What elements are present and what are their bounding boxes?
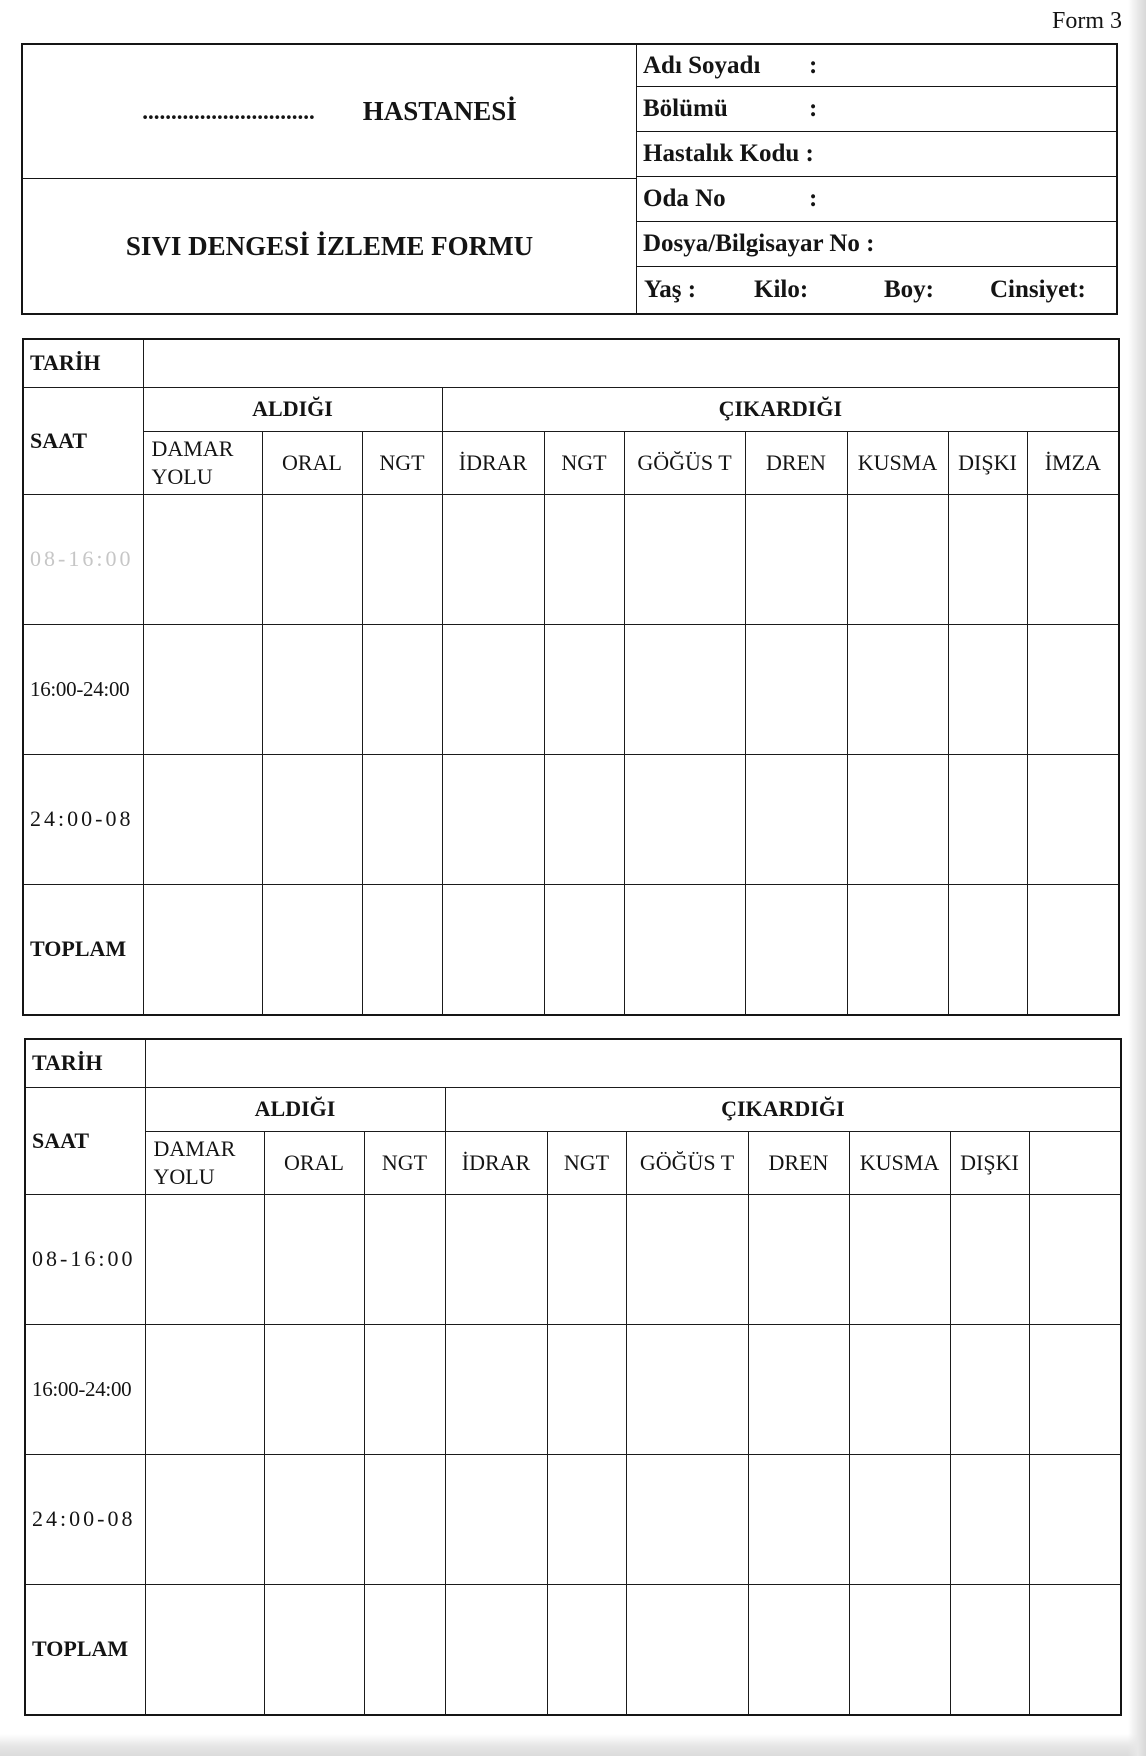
total-cell: [547, 1584, 626, 1715]
entry-cell: [362, 624, 442, 754]
intake-group-header: ALDIĞI: [143, 387, 442, 431]
department-label: Bölümü: [643, 95, 728, 122]
entry-cell: [264, 1324, 364, 1454]
entry-cell: [544, 494, 624, 624]
date-label: TARİH: [25, 1039, 145, 1087]
total-cell: [745, 884, 847, 1015]
total-cell: [264, 1584, 364, 1715]
total-cell: [948, 884, 1027, 1015]
total-cell: [262, 884, 362, 1015]
entry-cell: [1027, 624, 1119, 754]
weight-label: Kilo:: [754, 276, 809, 303]
entry-cell: [547, 1324, 626, 1454]
room-number-row: [637, 177, 1116, 222]
height-label: Boy:: [884, 276, 934, 303]
form-header: [21, 43, 1118, 315]
column-header-stool: DIŞKI: [950, 1131, 1029, 1194]
disease-code-label: Hastalık Kodu :: [643, 140, 814, 167]
total-cell: [145, 1584, 264, 1715]
entry-cell: [264, 1454, 364, 1584]
form-title: SIVI DENGESİ İZLEME FORMU: [125, 230, 534, 261]
column-header-signature: İMZA: [1027, 431, 1119, 494]
column-header-iv-line: DAMAR YOLU: [145, 1131, 264, 1194]
intake-group-header: ALDIĞI: [145, 1087, 445, 1131]
file-number-label: Dosya/Bilgisayar No :: [643, 230, 875, 257]
entry-cell: [948, 624, 1027, 754]
hospital-name-blank: ..............................: [142, 98, 315, 124]
total-cell: [364, 1584, 445, 1715]
entry-cell: [143, 624, 262, 754]
entry-cell: [745, 624, 847, 754]
entry-cell: [362, 754, 442, 884]
column-header-chest-tube: GÖĞÜS T: [624, 431, 745, 494]
entry-cell: [948, 754, 1027, 884]
output-group-header: ÇIKARDIĞI: [442, 387, 1119, 431]
column-header-drain: DREN: [745, 431, 847, 494]
entry-cell: [847, 624, 948, 754]
column-header-urine: İDRAR: [442, 431, 544, 494]
date-label: TARİH: [23, 339, 143, 387]
time-label: SAAT: [25, 1087, 145, 1194]
column-header-oral: ORAL: [264, 1131, 364, 1194]
entry-cell: [145, 1194, 264, 1324]
shift-label: 08-16:00: [25, 1194, 145, 1324]
entry-cell: [262, 624, 362, 754]
column-header-blank: [1029, 1131, 1121, 1194]
total-cell: [143, 884, 262, 1015]
total-cell: [1027, 884, 1119, 1015]
entry-cell: [950, 1324, 1029, 1454]
total-cell: [362, 884, 442, 1015]
column-header-iv-line: DAMAR YOLU: [143, 431, 262, 494]
total-label: TOPLAM: [25, 1584, 145, 1715]
shift-label: 16:00-24:00: [23, 624, 143, 754]
entry-cell: [748, 1194, 849, 1324]
output-group-header: ÇIKARDIĞI: [445, 1087, 1121, 1131]
total-cell: [1029, 1584, 1121, 1715]
total-cell: [445, 1584, 547, 1715]
column-header-ngt-output: NGT: [544, 431, 624, 494]
entry-cell: [143, 494, 262, 624]
patient-name-label: Adı Soyadı: [643, 51, 761, 79]
entry-cell: [849, 1324, 950, 1454]
disease-code-row: [637, 132, 1116, 177]
entry-cell: [626, 1194, 748, 1324]
entry-cell: [364, 1324, 445, 1454]
entry-cell: [262, 494, 362, 624]
room-number-colon: :: [809, 185, 818, 212]
entry-cell: [1029, 1324, 1121, 1454]
shift-label: 08-16:00: [23, 494, 143, 624]
total-cell: [544, 884, 624, 1015]
column-header-stool: DIŞKI: [948, 431, 1027, 494]
hospital-label: HASTANESİ: [362, 96, 517, 126]
total-cell: [626, 1584, 748, 1715]
hospital-name-cell: [23, 45, 637, 179]
entry-cell: [362, 494, 442, 624]
entry-cell: [745, 494, 847, 624]
entry-cell: [847, 754, 948, 884]
entry-cell: [1029, 1194, 1121, 1324]
department-row: [637, 87, 1116, 132]
entry-cell: [145, 1454, 264, 1584]
entry-cell: [948, 494, 1027, 624]
column-header-vomit: KUSMA: [847, 431, 948, 494]
total-cell: [950, 1584, 1029, 1715]
patient-measurements-row: [637, 267, 1116, 313]
entry-cell: [624, 494, 745, 624]
entry-cell: [745, 754, 847, 884]
patient-name-colon: :: [809, 51, 818, 79]
date-entry-cell: [145, 1039, 1121, 1087]
column-header-drain: DREN: [748, 1131, 849, 1194]
entry-cell: [624, 624, 745, 754]
time-label: SAAT: [23, 387, 143, 494]
column-header-ngt-intake: NGT: [362, 431, 442, 494]
total-cell: [748, 1584, 849, 1715]
total-cell: [847, 884, 948, 1015]
entry-cell: [950, 1454, 1029, 1584]
entry-cell: [262, 754, 362, 884]
file-number-row: [637, 222, 1116, 267]
entry-cell: [849, 1194, 950, 1324]
room-number-label: Oda No: [643, 185, 726, 212]
entry-cell: [364, 1454, 445, 1584]
fluid-balance-table-2: [24, 1038, 1122, 1716]
entry-cell: [544, 754, 624, 884]
entry-cell: [445, 1324, 547, 1454]
total-cell: [442, 884, 544, 1015]
department-colon: :: [809, 95, 818, 122]
entry-cell: [264, 1194, 364, 1324]
total-cell: [624, 884, 745, 1015]
form-number: Form 3: [1052, 8, 1123, 34]
column-header-ngt-output: NGT: [547, 1131, 626, 1194]
form-title-cell: [23, 179, 637, 313]
total-cell: [849, 1584, 950, 1715]
entry-cell: [626, 1454, 748, 1584]
patient-name-row: [637, 45, 1116, 87]
entry-cell: [442, 494, 544, 624]
entry-cell: [364, 1194, 445, 1324]
total-label: TOPLAM: [23, 884, 143, 1015]
entry-cell: [847, 494, 948, 624]
entry-cell: [445, 1194, 547, 1324]
patient-info-panel: [637, 45, 1116, 313]
date-entry-cell: [143, 339, 1119, 387]
column-header-oral: ORAL: [262, 431, 362, 494]
entry-cell: [1027, 494, 1119, 624]
entry-cell: [544, 624, 624, 754]
entry-cell: [1027, 754, 1119, 884]
entry-cell: [145, 1324, 264, 1454]
entry-cell: [748, 1324, 849, 1454]
column-header-chest-tube: GÖĞÜS T: [626, 1131, 748, 1194]
column-header-ngt-intake: NGT: [364, 1131, 445, 1194]
entry-cell: [624, 754, 745, 884]
entry-cell: [547, 1454, 626, 1584]
fluid-balance-table-1: [22, 338, 1120, 1016]
shift-label: 24:00-08: [25, 1454, 145, 1584]
shift-label: 24:00-08: [23, 754, 143, 884]
shift-label: 16:00-24:00: [25, 1324, 145, 1454]
entry-cell: [849, 1454, 950, 1584]
gender-label: Cinsiyet:: [990, 276, 1086, 303]
entry-cell: [950, 1194, 1029, 1324]
entry-cell: [445, 1454, 547, 1584]
entry-cell: [442, 624, 544, 754]
column-header-vomit: KUSMA: [849, 1131, 950, 1194]
entry-cell: [1029, 1454, 1121, 1584]
entry-cell: [626, 1324, 748, 1454]
entry-cell: [442, 754, 544, 884]
entry-cell: [143, 754, 262, 884]
age-label: Yaş :: [644, 276, 697, 303]
entry-cell: [547, 1194, 626, 1324]
column-header-urine: İDRAR: [445, 1131, 547, 1194]
entry-cell: [748, 1454, 849, 1584]
